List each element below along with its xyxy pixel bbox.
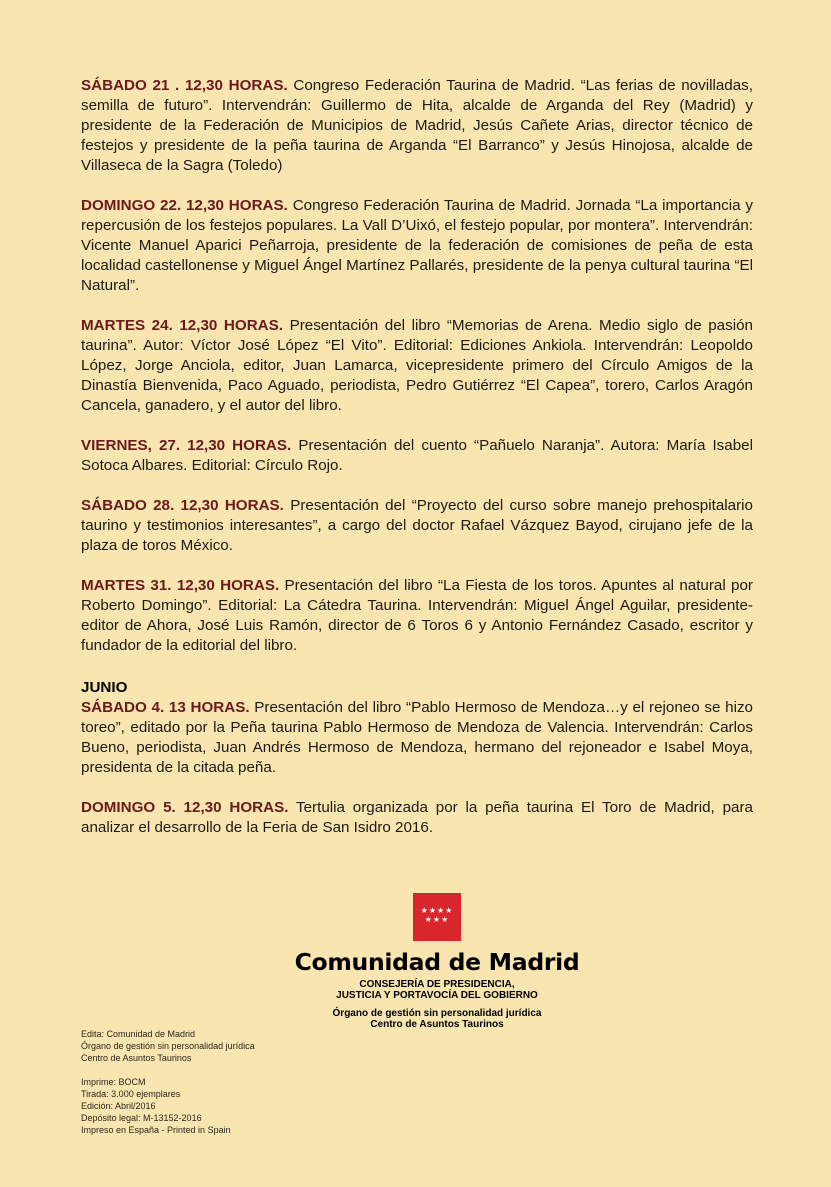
colophon [81, 1028, 401, 1148]
colophon-line: Tirada: 3.000 ejemplares [81, 1089, 181, 1099]
colophon-line: Edición: Abril/2016 [81, 1101, 156, 1111]
event-date: MARTES 31. 12,30 HORAS. [81, 577, 280, 594]
event-description: Presentación del libro “Pablo Hermoso de Mendoza…y el rejoneo se hizo toreo”, editado por la Peña taurina Pablo Hermoso de Mendoza de Valencia. Intervendrán: Carlos Bueno, periodista, Juan Andrés Hermoso de Mendoza, hermano del rejoneador e Isabel Moya, presidenta de la citada peña. [81, 699, 753, 776]
event-list [81, 76, 753, 858]
event-date: SÁBADO 28. 12,30 HORAS. [81, 497, 284, 514]
body-line-1: Órgano de gestión sin personalidad jurídica [332, 1008, 542, 1019]
event-description: Congreso Federación Taurina de Madrid. Jornada “La importancia y repercusión de los festejos populares. La Vall D’Uixó, el festejo popular, por montera”. Intervendrán: Vicente Manuel Aparici Peñarroja, presidente de la federación de comisiones de peña de esta localidad castellonense y Miguel Ángel Martínez Pallarés, presidente de la penya cultural taurina “El Natural”. [81, 197, 754, 294]
event-date: DOMINGO 22. 12,30 HORAS. [81, 197, 288, 214]
event-entry [81, 436, 753, 476]
event-date: SÁBADO 4. 13 HORAS. [81, 699, 250, 716]
colophon-line: Imprime: BOCM [81, 1077, 146, 1087]
month-heading: JUNIO [81, 679, 128, 696]
event-date: DOMINGO 5. 12,30 HORAS. [81, 799, 289, 816]
event-date: VIERNES, 27. 12,30 HORAS. [81, 437, 292, 454]
event-description: Presentación del “Proyecto del curso sobre manejo prehospitalario taurino y testimonios interesantes”, a cargo del doctor Rafael Vázquez Bayod, cirujano jefe de la plaza de toros México. [81, 497, 753, 554]
colophon-line: Centro de Asuntos Taurinos [81, 1053, 192, 1063]
event-date: MARTES 24. 12,30 HORAS. [81, 317, 283, 334]
colophon-line: Depósito legal: M-13152-2016 [81, 1113, 202, 1123]
event-entry [81, 698, 753, 778]
madrid-flag-icon [413, 893, 461, 941]
event-entry [81, 76, 753, 176]
colophon-line: Edita: Comunidad de Madrid [81, 1029, 196, 1039]
organization-name: Comunidad de Madrid [294, 948, 580, 976]
comunidad-de-madrid-logo [286, 893, 588, 1030]
colophon-line: Órgano de gestión sin personalidad jurídica [81, 1041, 255, 1051]
event-entry [81, 496, 753, 556]
body-line-2: Centro de Asuntos Taurinos [370, 1019, 504, 1030]
event-description: Presentación del libro “La Fiesta de los toros. Apuntes al natural por Roberto Domingo”. Editorial: La Cátedra Taurina. Intervendrán: Miguel Ángel Aguilar, presidente-editor de Ahora, José Luis Ramón, director de 6 Toros 6 y Antonio Fernández Casado, escritor y fundador de la editorial del libro. [81, 577, 753, 654]
colophon-line: Impreso en España - Printed in Spain [81, 1125, 231, 1135]
event-entry [81, 196, 753, 296]
department-line-2: JUSTICIA Y PORTAVOCÍA DEL GOBIERNO [336, 990, 538, 1001]
event-entry [81, 576, 753, 656]
event-entry [81, 798, 753, 838]
stars-icon: ★★★★ ★★★ [420, 906, 454, 924]
event-date: SÁBADO 21 . 12,30 HORAS. [81, 77, 288, 94]
event-entry [81, 316, 753, 416]
publisher-info [81, 1028, 401, 1064]
event-description: Tertulia organizada por la peña taurina El Toro de Madrid, para analizar el desarrollo de la Feria de San Isidro 2016. [81, 799, 753, 836]
event-description: Presentación del cuento “Pañuelo Naranja”. Autora: María Isabel Sotoca Albares. Editorial: Círculo Rojo. [81, 437, 753, 474]
printing-info [81, 1076, 401, 1136]
event-description: Congreso Federación Taurina de Madrid. “Las ferias de novilladas, semilla de futuro”. Intervendrán: Guillermo de Hita, alcalde de Arganda del Rey (Madrid) y presidente de la Federación de Municipios de Madrid, Jesús Cañete Arias, director técnico de festejos y presidente de la peña taurina de Arganda “El Barranco” y Jesús Hinojosa, alcalde de Villaseca de la Sagra (Toledo) [81, 77, 753, 174]
department-line-1: CONSEJERÍA DE PRESIDENCIA, [359, 979, 515, 990]
event-description: Presentación del libro “Memorias de Arena. Medio siglo de pasión taurina”. Autor: Víctor José López “El Vito”. Editorial: Ediciones Ankiola. Intervendrán: Leopoldo López, Jorge Anciola, editor, Juan Lamarca, vicepresidente primero del Círculo Amigos de la Dinastía Bienvenida, Paco Aguado, periodista, Pedro Gutiérrez “El Capea”, torero, Carlos Aragón Cancela, ganadero, y el autor del libro. [81, 317, 753, 414]
